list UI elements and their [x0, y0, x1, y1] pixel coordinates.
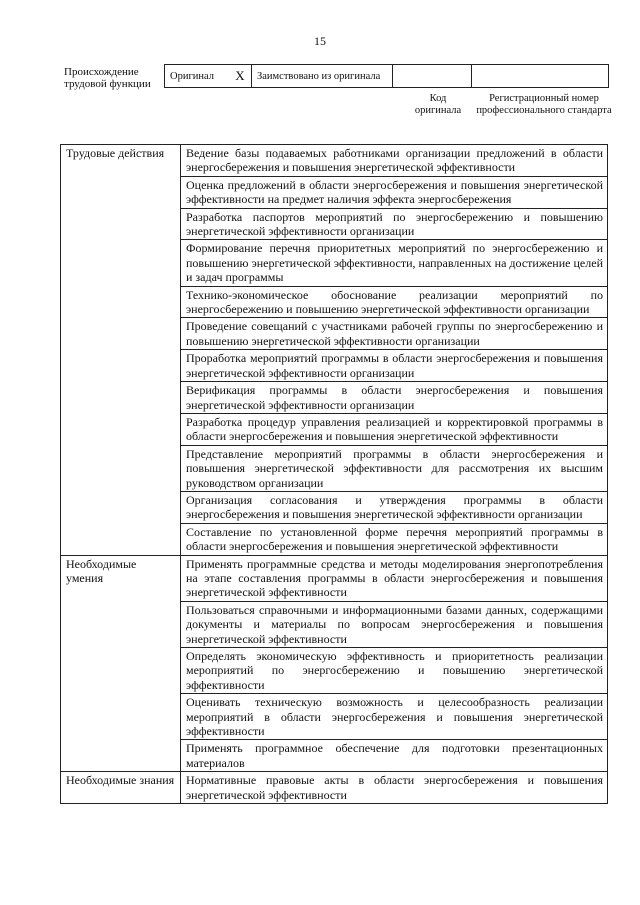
- labor-actions-row: [61, 145, 608, 556]
- list-item: Составление по установленной форме перечня мероприятий программы в области энергосбережения и повышения энергетической эффективности: [186, 524, 603, 554]
- borrowed-cell: Заимствовано из оригинала: [252, 65, 393, 88]
- list-item: Проведение совещаний с участниками рабочей группы по энергосбережению и повышению энергетической эффективности организации: [181, 318, 607, 350]
- list-item: Верификация программы в области энергосбережения и повышения энергетической эффективности организации: [181, 382, 607, 414]
- list-item: Формирование перечня приоритетных мероприятий по энергосбережению и повышению энергетической эффективности, направленных на достижение целей и задач программы: [181, 240, 607, 286]
- origin-table: [164, 64, 609, 88]
- original-mark: X: [229, 65, 252, 88]
- section-items: [181, 145, 608, 556]
- page-number: 15: [314, 34, 326, 48]
- list-item: Проработка мероприятий программы в области энергосбережения и повышения энергетической эффективности организации: [181, 350, 607, 382]
- list-item: Организация согласования и утверждения программы в области энергосбережения и повышения энергетической эффективности организации: [181, 492, 607, 524]
- required-skills-row: [61, 555, 608, 772]
- list-item: Разработка паспортов мероприятий по энергосбережению и повышению энергетической эффективности организации: [181, 209, 607, 241]
- reg-number-cell: [472, 65, 609, 88]
- list-item: Применять программные средства и методы моделирования энергопотребления на этапе составления программы в области энергосбережения и повышения энергетической эффективности: [181, 556, 607, 602]
- list-item: Применять программное обеспечение для подготовки презентационных материалов: [186, 741, 603, 770]
- list-item: Оценивать техническую возможность и целесообразность реализации мероприятий в области энергосбережения и повышения энергетической эффективности: [181, 694, 607, 740]
- list-item: Определять экономическую эффективность и приоритетность реализации мероприятий по энергосбережению и повышению энергетической эффективности: [181, 648, 607, 694]
- original-cell: Оригинал: [165, 65, 230, 88]
- list-item: Нормативные правовые акты в области энергосбережения и повышения энергетической эффективности: [186, 773, 603, 802]
- section-title: Необходимые знания: [61, 772, 181, 804]
- list-item: Технико-экономическое обоснование реализации мероприятий по энергосбережению и повышению энергетической эффективности организации: [181, 287, 607, 319]
- section-items: [181, 555, 608, 772]
- list-item: Представление мероприятий программы в области энергосбережения и повышения энергетической эффективности для рассмотрения их высшим руководством организации: [181, 446, 607, 492]
- origin-label: Происхождение трудовой функции: [64, 66, 151, 90]
- section-items: [181, 772, 608, 804]
- code-caption: Код оригинала: [414, 93, 462, 116]
- code-cell: [393, 65, 472, 88]
- list-item: Разработка процедур управления реализацией и корректировкой программы в области энергосбережения и повышения энергетической эффективности: [181, 414, 607, 446]
- function-table: [60, 144, 608, 804]
- reg-number-caption: Регистрационный номер профессионального стандарта: [476, 93, 612, 116]
- list-item: Оценка предложений в области энергосбережения и повышения энергетической эффективности на предмет наличия эффекта энергосбережения: [181, 177, 607, 209]
- list-item: Ведение базы подаваемых работниками организации предложений в области энергосбережения и повышения энергетической эффективности: [181, 145, 607, 177]
- required-knowledge-row: [61, 772, 608, 804]
- section-title: Трудовые действия: [61, 145, 181, 556]
- section-title: Необходимые умения: [61, 555, 181, 772]
- list-item: Пользоваться справочными и информационными базами данных, содержащими документы и материалы по вопросам энергосбережения и повышения энергетической эффективности: [181, 602, 607, 648]
